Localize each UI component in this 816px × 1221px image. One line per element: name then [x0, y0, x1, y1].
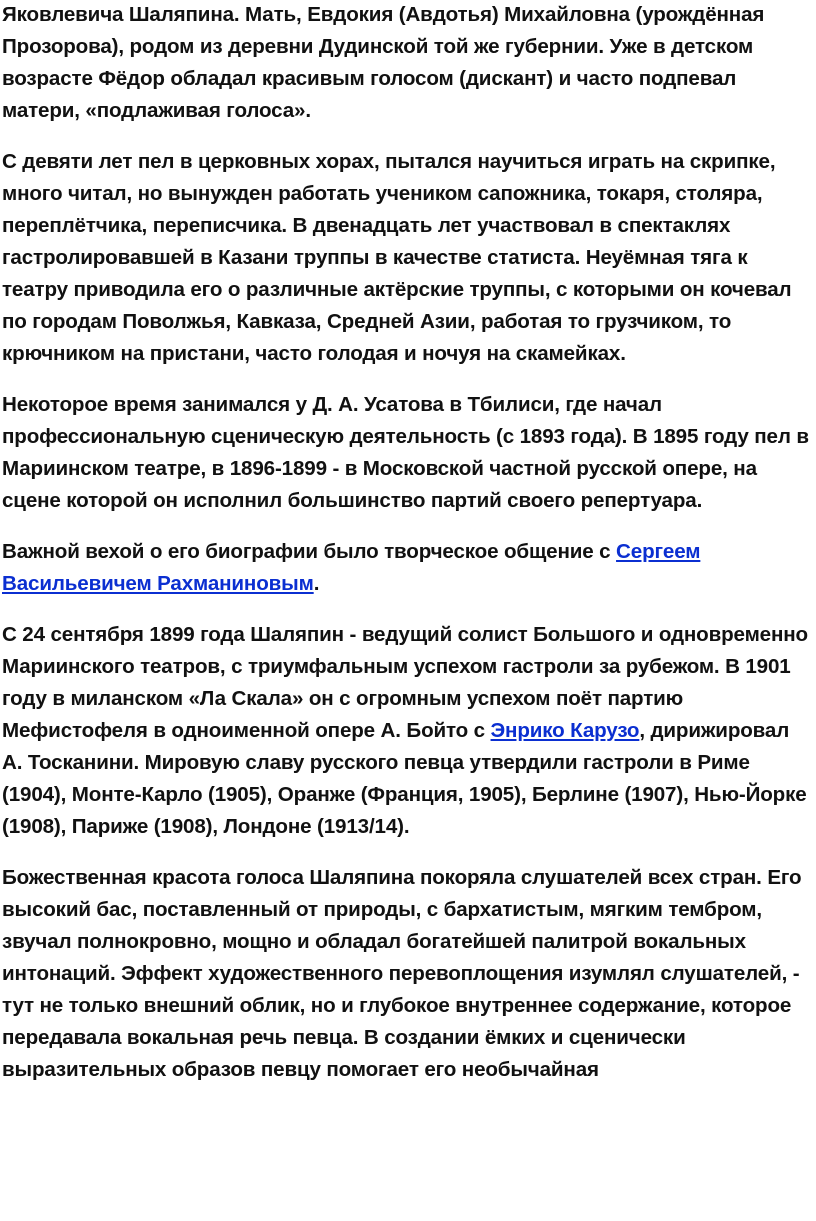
- paragraph-world-fame: [2, 619, 814, 843]
- paragraph-rachmaninoff-end: .: [313, 572, 320, 595]
- paragraph-rachmaninoff: [2, 536, 814, 600]
- paragraph-early-career: Некоторое время занимался у Д. А. Усатова в Тбилиси, где начал профессиональную сценическую деятельность (с 1893 года). В 1895 году пел в Мариинском театре, в 1896-1899 - в Московской частной русской опере, на сцене которой он исполнил большинство партий своего репертуара.: [2, 393, 809, 512]
- paragraph-rachmaninoff-text: Важной вехой о его биографии было творческое общение с: [2, 540, 617, 563]
- rachmaninoff-link[interactable]: Сергеем Васильевичем Рахманиновым: [2, 540, 701, 595]
- paragraph-parents: Яковлевича Шаляпина. Мать, Евдокия (Авдотья) Михайловна (урождённая Прозорова), родом из деревни Дудинской той же губернии. Уже в детском возрасте Фёдор обладал красивым голосом (дискант) и часто подпевал матери, «подлаживая голоса».: [2, 3, 765, 122]
- paragraph-world-fame-end: , дирижировал А. Тосканини. Мировую славу русского певца утвердили гастроли в Риме (1904), Монте-Карло (1905), Оранже (Франция, 1905), Берлине (1907), Нью-Йорке (1908), Париже (1908), Лондоне (1913/14).: [2, 719, 807, 838]
- document-body: [2, 0, 814, 1105]
- paragraph-voice: Божественная красота голоса Шаляпина покоряла слушателей всех стран. Его высокий бас, поставленный от природы, с бархатистым, мягким тембром, звучал полнокровно, мощно и обладал богатейшей палитрой вокальных интонаций. Эффект художественного перевоплощения изумлял слушателей, - тут не только внешний облик, но и глубокое внутреннее содержание, которое передавала вокальная речь певца. В создании ёмких и сценически выразительных образов певцу помогает его необычайная: [2, 866, 802, 1081]
- paragraph-world-fame-text: С 24 сентября 1899 года Шаляпин - ведущий солист Большого и одновременно Мариинского театров, с триумфальным успехом гастроли за рубежом. В 1901 году в миланском «Ла Скала» он с огромным успехом поёт партию Мефистофеля в одноименной опере А. Бойто с: [2, 623, 808, 742]
- caruso-link[interactable]: Энрико Карузо: [490, 719, 640, 742]
- paragraph-youth: С девяти лет пел в церковных хорах, пытался научиться играть на скрипке, много читал, но вынужден работать учеником сапожника, токаря, столяра, переплётчика, переписчика. В двенадцать лет участвовал в спектаклях гастролировавшей в Казани труппы в качестве статиста. Неуёмная тяга к театру приводила его о различные актёрские труппы, с которыми он кочевал по городам Поволжья, Кавказа, Средней Азии, работая то грузчиком, то крючником на пристани, часто голодая и ночуя на скамейках.: [2, 150, 792, 365]
